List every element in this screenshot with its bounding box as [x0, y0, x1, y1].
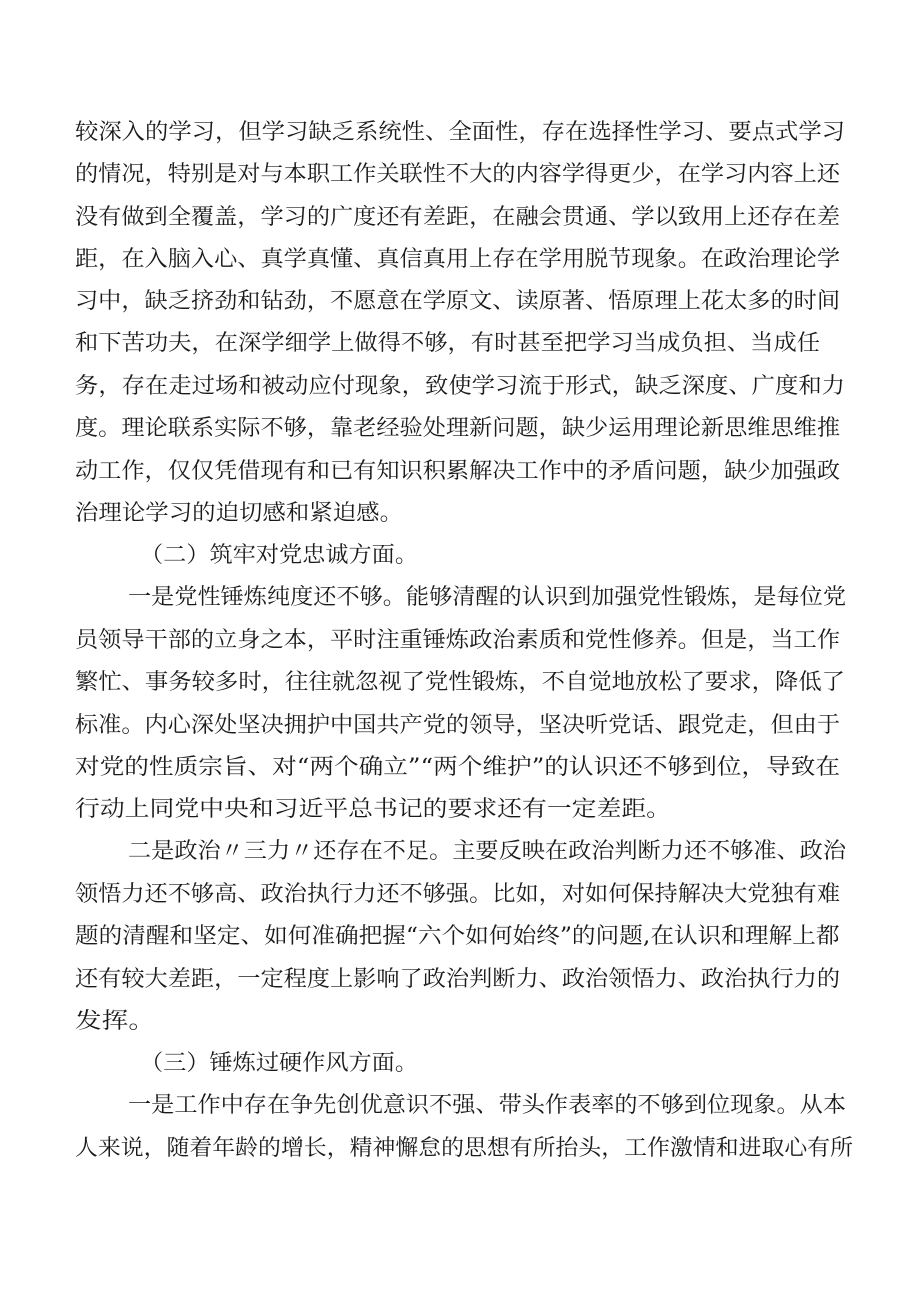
- text-line: 治理论学习的迫切感和紧迫感。: [75, 501, 404, 526]
- text-line: 还有较大差距，一定程度上影响了政治判断力、政治领悟力、政治执行力的: [75, 967, 841, 992]
- text-line: 题的清醒和坚定、如何准确把握“六个如何始终”的问题,在认识和理解上都: [75, 924, 840, 949]
- text-line: 度。理论联系实际不够，靠老经验处理新问题，缺少运用理论新思维思维推: [75, 416, 841, 441]
- section-heading: （三）锤炼过硬作风方面。: [140, 1051, 419, 1076]
- text-line: 习中，缺乏挤劲和钻劲，不愿意在学原文、读原著、悟原理上花太多的时间: [75, 289, 841, 314]
- text-line: 动工作，仅仅凭借现有和已有知识积累解决工作中的矛盾问题，缺少加强政: [75, 459, 841, 484]
- text-line: 距，在入脑入心、真学真懂、真信真用上存在学用脱节现象。在政治理论学: [75, 247, 841, 272]
- text-line: 繁忙、事务较多时，往往就忽视了党性锻炼，不自觉地放松了要求，降低了: [75, 670, 846, 695]
- text-line: 较深入的学习，但学习缺乏系统性、全面性，存在选择性学习、要点式学习: [75, 120, 846, 145]
- text-line: 务，存在走过场和被动应付现象，致使学习流于形式，缺乏深度、广度和力: [75, 374, 846, 399]
- section-heading: （二）筑牢对党忠诚方面。: [140, 543, 419, 568]
- text-line: 人来说，随着年龄的增长，精神懈怠的思想有所抬头，工作激情和进取心有所: [75, 1136, 854, 1161]
- text-line: 领悟力还不够高、政治执行力还不够强。比如，对如何保持解决大党独有难: [75, 882, 841, 907]
- text-line: 的情况，特别是对与本职工作关联性不大的内容学得更少，在学习内容上还: [75, 162, 841, 187]
- text-line: 和下苦功夫，在深学细学上做得不够，有时甚至把学习当成负担、当成任: [75, 331, 821, 356]
- text-line: 一是党性锤炼纯度还不够。能够清醒的认识到加强党性锻炼，是每位党: [128, 585, 847, 610]
- text-line: 发挥。: [75, 1009, 156, 1034]
- text-line: 标准。内心深处坚决拥护中国共产党的领导，坚决听党话、跟党走，但由于: [75, 713, 841, 738]
- text-line: 一是工作中存在争先创优意识不强、带头作表率的不够到位现象。从本: [128, 1093, 847, 1118]
- text-line: 行动上同党中央和习近平总书记的要求还有一定差距。: [75, 797, 672, 822]
- text-line: 二是政治〃三力〃还存在不足。主要反映在政治判断力还不够准、政治: [128, 839, 847, 864]
- text-line: 对党的性质宗旨、对“两个确立”“两个维护”的认识还不够到位，导致在: [75, 755, 840, 780]
- text-line: 没有做到全覆盖，学习的广度还有差距，在融会贯通、学以致用上还存在差: [75, 205, 841, 230]
- text-line: 员领导干部的立身之本，平时注重锤炼政治素质和党性修养。但是，当工作: [75, 628, 841, 653]
